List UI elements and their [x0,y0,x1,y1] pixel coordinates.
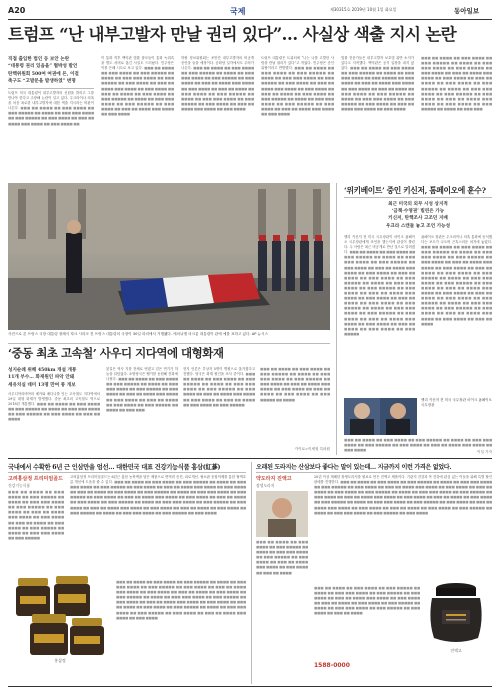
kissinger-photo [344,398,417,435]
story-rule [8,343,330,344]
ad2-farmer-photo [256,491,308,537]
kicker-line: 축구도 “고발문을 발생하였” 변명 [8,79,76,85]
saudi-headline: ‘중동 최초 고속철’ 사우디 지다역에 대형화재 [8,346,224,360]
paper-name: 동아일보 [454,7,480,15]
top-story-col-3: 하원 정보위원회는 조만간 내부고발자의 비공개 증언을 들을 예정이다. 공화당 일각에서도 우려가 나온다. ■■■ ■■ ■■■■ ■■ ■■■ ■■■■ ■■ ■■■ ■■■■■ ■■ ■■■■ ■■ ■■■ ■■■ ■■■■ ■■ ■■■ ■■■■■ ■■ ■■■ ■■■■ ■■ ■■■ ■■ ■■■■ ■■■ ■■■■ ■■ ■■■ ■■■■ ■■ ■■■ ■■ ■■■■ ■■ ■■■ ■■■■ ■■ ■■■ ■■■■■ ■■ ■■■■ ■■ ■■■ ■■■ ■■■■ ■■ ■■■ ■■■■■ ■■ ■■■ ■■■■ ■■ ■■■ ■■ ■■■■ ■■■ ■■■■ ■■ ■■■ ■■■■ [181,56,255,111]
jar-icon [430,583,481,642]
ad2-rule [256,472,492,473]
saudi-col3: 현지 언론은 부상자 5명이 병원으로 옮겨졌다고 전했다. 당국은 화재 원인을 조사 중이다. [183,367,255,377]
ad2-body: 20년 이상 재배한 장생도라지를 원료로 만든 진액고 제품이다. 기관지 건강과 목 건강에 관심 있는 이들을 위해 특별 할인 판매를 진행한다. ■■■ ■■ ■■■■ ■■ ■■■ ■■■■ ■■ ■■■ ■■■■■ ■■ ■■■■ ■■ ■■■ ■■■ ■■■■ ■■ ■■■ ■■■■■ ■■ ■■■ ■■■■ ■■ ■■■ ■■ ■■■■ ■■■ ■■■■ ■■ ■■■ ■■■■ ■■ ■■■ ■■ ■■■■ ■■ ■■■ ■■■■ ■■ ■■■ ■■■■■ ■■ ■■■■ ■■ ■■■ ■■■ ■■■■ ■■ ■■■ ■■■■■ ■■ ■■■ ■■■■ ■■ ■■■ ■■ ■■■■ ■■■ ■■■■ ■■ ■■■ ■■■■ ■■ ■■■ ■■ ■■■■ ■■ ■■■ ■■■■ ■■ ■■■ ■■■■■ ■■ ■■■■ ■■ ■■■ ■■■ ■■■■ ■■ ■■■ ■■■■■ ■■ ■■■ ■■■■ ■■ ■■■ ■■ ■■■■ ■■■ ■■■■ ■■ ■■■ ■■■■ ■■ ■■■ ■■ ■■■■ ■■ ■■■ ■■■■ ■■ ■■■ ■■■■■ ■■ ■■■■ ■■ ■■■ ■■■ ■■■■ ■■ ■■■ ■■■■■ ■■ ■■■ ■■■■ [314,475,493,515]
ad1-order-text: ■■■ ■■ ■■■■ ■■ ■■■ ■■■■ ■■ ■■■ ■■■■■ ■■ ■■■■ ■■ ■■■ ■■■ ■■■■ ■■ ■■■ ■■■■■ ■■ ■■■ ■■■■ ■■ ■■■ ■■ ■■■■ ■■■ ■■■■ ■■ ■■■ ■■■■ ■■ ■■■ ■■ ■■■■ ■■ ■■■ ■■■■ ■■ ■■■ ■■■■■ ■■ ■■■■ ■■ ■■■ ■■■ ■■■■ ■■ ■■■ ■■■■■ ■■ ■■■ ■■■■ ■■ ■■■ ■■ ■■■■ ■■■ ■■■■ ■■ ■■■ ■■■■ ■■ ■■■ ■■ ■■■■ ■■ ■■■ ■■■■ ■■ ■■■ ■■■■■ ■■ ■■■■ ■■ ■■■ ■■■ ■■■■ ■■ ■■■ ■■■■■ ■■ ■■■ ■■■■ ■■ ■■■ ■■ ■■■■ ■■■ ■■■■ ■■ ■■■ ■■■■ [116,580,246,620]
side-col-3: ■■■ ■■ ■■■■ ■■ ■■■ ■■■■ ■■ ■■■ ■■■■■ ■■ ■■■■ ■■ ■■■ ■■■ ■■■■ ■■ ■■■ ■■■■■ ■■ ■■■ ■■■■ ■■ ■■■ ■■ ■■■■ ■■■ ■■■■ ■■ ■■■ ■■■■ [344,438,492,453]
page-bottom-rule [8,686,492,687]
side-subhead [344,201,492,230]
side-divider [336,183,337,455]
side-byline: 이설 기자 [476,450,492,454]
top-story-col4: 트럼프 대통령은 트위터에 “나는 나를 고발한 사람을 만날 권리가 있다”고 적었다. 민주당은 증인 위협이라고 반발했다. [261,56,334,71]
ad2-headline: 오래된 도라지는 산삼보다 좋다는 말이 있는데… 지금까지 이런 가격은 없었다. [256,464,452,471]
ad2-product-image [424,580,488,646]
page-header [8,5,492,19]
subhead-line: 세유치실 데미 13명 만여 통 개보 [8,382,76,388]
kicker-line: 탄핵위원회 500여 여권에 돈, 이걸 [8,71,79,77]
section-label: 국제 [230,7,246,16]
top-story-col2: 이 통화 직후 백악관 법률 참모들이 통화 녹취록을 별도 서버로 옮긴 사실도 드러났다. 민주당은 이를 은폐 시도로 보고 있다. [101,56,174,71]
saudi-col2: 불길은 역사 지붕 전체로 번졌고 검은 연기가 하늘을 뒤덮었다. 소방당국은 헬기를 동원해 진화에 나섰다. [106,367,178,382]
top-story-body: 트럼프 미국 대통령이 내부고발자의 신원을 밝히고 그를 만나야 한다고 주장해 논란이 일고 있다. 우크라이나 의혹을 처음 폭로한 내부고발자에 대한 색출 지시라는 비판이 나온다. [8,91,94,111]
top-headline: 트럼프 “난 내부고발자 만날 권리 있다”… 사실상 색출 지시 논란 [8,25,457,44]
top-story-col3: 하원 정보위원회는 조만간 내부고발자의 비공개 증언을 들을 예정이다. 공화당 일각에서도 우려가 나온다. [181,56,254,71]
top-kicker [8,56,94,86]
issue-info: 제30315호 2019년 10월 1일 화요일 [330,7,397,12]
saudi-col-2: 불길은 역사 지붕 전체로 번졌고 검은 연기가 하늘을 뒤덮었다. 소방당국은 헬기를 동원해 진화에 나섰다. ■■■ ■■ ■■■■ ■■ ■■■ ■■■■ ■■ ■■■ ■■■■■ ■■ ■■■■ ■■ ■■■ ■■■ ■■■■ ■■ ■■■ ■■■■■ ■■ ■■■ ■■■■ ■■ ■■■ ■■ ■■■■ ■■■ ■■■■ ■■ ■■■ ■■■■ ■■ ■■■ ■■ ■■■■ ■■ ■■■ ■■■■ ■■ ■■■ ■■■■■ ■■ ■■■■ ■■ ■■■ ■■■ [106,367,179,412]
ad1-category: 건강기능식품 [8,483,31,488]
subhead-line: ‘금책·수영권’ 빌린은 가능 [391,209,445,215]
header-rule [8,19,492,20]
ad1-body: 고려홍삼정 프리미엄골드는 6년근 홍삼 농축액을 담은 제품으로 면역력 증진, 피로개선, 혈소판 응집억제를 통한 혈액흐름 개선에 도움을 줄 수 있다. ■■■ ■■ ■■■■ ■■ ■■■ ■■■■ ■■ ■■■ ■■■■■ ■■ ■■■■ ■■ ■■■ ■■■ ■■■■ ■■ ■■■ ■■■■■ ■■ ■■■ ■■■■ ■■ ■■■ ■■ ■■■■ ■■■ ■■■■ ■■ ■■■ ■■■■ ■■ ■■■ ■■ ■■■■ ■■ ■■■ ■■■■ ■■ ■■■ ■■■■■ ■■ ■■■■ ■■ ■■■ ■■■ ■■■■ ■■ ■■■ ■■■■■ ■■ ■■■ ■■■■ ■■ ■■■ ■■ ■■■■ ■■■ ■■■■ ■■ ■■■ ■■■■ ■■ ■■■ ■■ ■■■■ ■■ ■■■ ■■■■ ■■ ■■■ ■■■■■ ■■ ■■■■ ■■ ■■■ ■■■ ■■■■ ■■ ■■■ ■■■■■ ■■ ■■■ ■■■■ ■■ ■■■ ■■ ■■■■ ■■■ ■■■■ ■■ ■■■ ■■■■ ■■ ■■■ ■■ ■■■■ ■■ ■■■ ■■■■ ■■ ■■■ ■■■■■ ■■ ■■■■ ■■ ■■■ ■■■ ■■■■ ■■ ■■■ ■■■■■ ■■ ■■■ ■■■■ [70,475,246,515]
ad-top-rule [8,458,492,459]
top-story-col-1: 트럼프 미국 대통령이 내부고발자의 신원을 밝히고 그를 만나야 한다고 주장해 논란이 일고 있다. 우크라이나 의혹을 처음 폭로한 내부고발자에 대한 색출 지시라는 비판이 나온다. ■■■ ■■ ■■■■ ■■ ■■■ ■■■■ ■■ ■■■ ■■■■■ ■■ ■■■■ ■■ ■■■ ■■■ ■■■■ ■■ ■■■ ■■■■■ ■■ ■■■ ■■■■ ■■ ■■■ ■■ ■■■■ ■■■ ■■■■ ■■ ■■■ ■■■■ ■■ [8,91,95,126]
ad1-product-image [10,572,110,656]
subhead-line: 최근 미국의 외무 시성 상지적 [388,202,448,207]
ad1-body-text: 고려홍삼정 프리미엄골드는 6년근 홍삼 농축액을 담은 제품으로 면역력 증진, 피로개선, 혈소판 응집억제를 통한 혈액흐름 개선에 도움을 줄 수 있다. [70,475,246,485]
ad1-headline: 국내에서 수확한 6년 근 인삼만을 엄선… 대한민국 대표 건강기능식품 홍삼(紅蔘) [8,464,221,471]
ad-bellflower[interactable] [256,462,492,684]
top-story-col5: 법률 전문가들은 내부고발자 보호법 위반 소지가 있다고 지적했다. 백악관은 공식 입장을 내지 않았다. [341,56,414,71]
saudi-col-1: 사우디아라비아의 메카와 메디나를 잇는 고속철도 지다역에서 29일 대형 화재가 발생했다. 중동 최초의 고속철도 역으로 2018년 개통했다. ■■■ ■■ ■■■■ ■■ ■■■ ■■■■ ■■ ■■■ ■■■■■ ■■ ■■■■ ■■ ■■■ ■■■ ■■■■ ■■ ■■■ ■■■■■ ■■ ■■■ ■■■■ ■■ ■■■ ■■ ■■■■ [8,392,101,422]
funeral-photo [8,183,330,330]
top-story-col-5: 법률 전문가들은 내부고발자 보호법 위반 소지가 있다고 지적했다. 백악관은 공식 입장을 내지 않았다. ■■■ ■■ ■■■■ ■■ ■■■ ■■■■ ■■ ■■■ ■■■■■ ■■ ■■■■ ■■ ■■■ ■■■ ■■■■ ■■ ■■■ ■■■■■ ■■ ■■■ ■■■■ ■■ ■■■ ■■ ■■■■ ■■■ ■■■■ ■■ ■■■ ■■■■ ■■ ■■■ ■■ ■■■■ ■■ ■■■ ■■■■ ■■ ■■■ ■■■■■ ■■ ■■■■ ■■ ■■■ ■■■ ■■■■ ■■ ■■■ ■■■■■ ■■ ■■■ ■■■■ ■■ ■■■ ■■ ■■■■ ■■■ ■■■■ ■■ ■■■ ■■■■ [341,56,415,111]
side-title: ‘위키베이트’ 중인 키신저, 톰페이오에 훈수? [344,186,486,195]
ad2-category: 장생도라지 [256,483,275,488]
saudi-subhead [8,367,100,389]
ad2-body-text: 20년 이상 재배한 장생도라지를 원료로 만든 진액고 제품이다. 기관지 건강과 목 건강에 관심 있는 이들을 위해 특별 할인 판매를 진행한다. [314,475,492,485]
jar-icon [16,578,50,616]
ad-red-ginseng[interactable] [8,462,246,684]
ad2-product-label: 진액고 [450,648,462,653]
ad2-phone[interactable]: 1588-0000 [314,662,350,669]
kicker-line: “대통령 권리 있음을” 협박성 발언 [8,64,78,70]
subhead-line: 우크라 스캔들 놓고 조언 가능성 [385,223,451,229]
page-number: A20 [8,6,26,15]
subhead-line: 성지순례 위해 450km 개설 개통 [8,368,77,373]
side-col-1: 헨리 키신저 전 미국 국무장관이 마이크 폼페이오 국무장관에게 조언을 했는지에 관심이 쏠린다. 두 사람은 최근 비공개로 만난 것으로 알려졌다. ■■■ ■■ ■■■■ ■■ ■■■ ■■■■ ■■ ■■■ ■■■■■ ■■ ■■■■ ■■ ■■■ ■■■ ■■■■ ■■ ■■■ ■■■■■ ■■ ■■■ ■■■■ ■■ ■■■ ■■ ■■■■ ■■■ ■■■■ ■■ ■■■ ■■■■ ■■ ■■■ ■■ ■■■■ ■■ ■■■ ■■■■ ■■ ■■■ ■■■■■ ■■ ■■■■ ■■ ■■■ ■■■ ■■■■ ■■ ■■■ ■■■■■ ■■ ■■■ ■■■■ ■■ ■■■ ■■ ■■■■ ■■■ ■■■■ ■■ ■■■ ■■■■ ■■ ■■■ ■■ ■■■■ ■■ ■■■ ■■■■ ■■ ■■■ ■■■■■ ■■ ■■■■ ■■ ■■■ ■■■ ■■■■ ■■ ■■■ ■■■■■ ■■ ■■■ ■■■■ ■■ ■■■ ■■ ■■■■ ■■■ ■■■■ ■■ ■■■ ■■■■ ■■ ■■■ ■■ ■■■■ ■■ ■■■ ■■■■ ■■ ■■■ ■■■■■ [344,235,416,336]
subhead-line: 키신저, 탄핵조사 고조던 지배 [388,216,448,222]
top-story-col-4: 트럼프 대통령은 트위터에 “나는 나를 고발한 사람을 만날 권리가 있다”고 적었다. 민주당은 증인 위협이라고 반발했다. ■■■ ■■ ■■■■ ■■ ■■■ ■■■■ ■■ ■■■ ■■■■■ ■■ ■■■■ ■■ ■■■ ■■■ ■■■■ ■■ ■■■ ■■■■■ ■■ ■■■ ■■■■ ■■ ■■■ ■■ ■■■■ ■■■ ■■■■ ■■ ■■■ ■■■■ ■■ ■■■ ■■ ■■■■ ■■ ■■■ ■■■■ ■■ ■■■ ■■■■■ ■■ ■■■■ ■■ ■■■ ■■■ ■■■■ ■■ ■■■ ■■■■■ ■■ ■■■ ■■■■ ■■ ■■■ ■■ ■■■■ ■■■ ■■■■ ■■ ■■■ ■■■■ [261,56,334,117]
ad2-order-text: ■■■ ■■ ■■■■ ■■ ■■■ ■■■■ ■■ ■■■ ■■■■■ ■■ ■■■■ ■■ ■■■ ■■■ ■■■■ ■■ ■■■ ■■■■■ ■■ ■■■ ■■■■ ■■ ■■■ ■■ ■■■■ ■■■ ■■■■ ■■ ■■■ ■■■■ ■■ ■■■ ■■ ■■■■ ■■ ■■■ ■■■■ ■■ ■■■ ■■■■■ ■■ ■■■■ ■■ ■■■ ■■■ ■■■■ ■■ ■■■ ■■■■■ ■■ ■■■ ■■■■ ■■ ■■■ ■■ ■■■■ [314,586,420,616]
side-body: 헨리 키신저 전 미국 국무장관이 마이크 폼페이오 국무장관에게 조언을 했는지에 관심이 쏠린다. 두 사람은 최근 비공개로 만난 것으로 알려졌다. [344,235,415,255]
side-col-2: 폼페이오 장관은 우크라이나 의혹 통화에 동석했다는 보도가 나오며 곤혹스러운 처지에 놓였다. ■■■ ■■ ■■■■ ■■ ■■■ ■■■■ ■■ ■■■ ■■■■■ ■■ ■■■■ ■■ ■■■ ■■■ ■■■■ ■■ ■■■ ■■■■■ ■■ ■■■ ■■■■ ■■ ■■■ ■■ ■■■■ ■■■ ■■■■ ■■ ■■■ ■■■■ ■■ ■■■ ■■ ■■■■ ■■ ■■■ ■■■■ ■■ ■■■ ■■■■■ ■■ ■■■■ ■■ ■■■ ■■■ ■■■■ ■■ ■■■ ■■■■■ ■■ ■■■ ■■■■ ■■ ■■■ ■■ ■■■■ ■■■ ■■■■ ■■ ■■■ ■■■■ ■■ ■■■ ■■ ■■■■ ■■ ■■■ ■■■■ ■■ ■■■ ■■■■■ ■■ ■■■■ ■■ ■■■ ■■■ ■■■■ ■■ ■■■ ■■■■■ ■■ ■■■ ■■■■ ■■ ■■■ ■■ ■■■■ ■■■ ■■■■ ■■ ■■■ ■■■■ ■■ ■■■ ■■ ■■■■ [421,235,492,326]
saudi-byline: 카이로=이세형 특파원 [294,447,330,451]
ad2-left-text: ■■■ ■■ ■■■■ ■■ ■■■ ■■■■ ■■ ■■■ ■■■■■ ■■ ■■■■ ■■ ■■■ ■■■ ■■■■ ■■ ■■■ ■■■■■ ■■ ■■■ ■■■■ ■■ ■■■ ■■ ■■■■ ■■■ ■■■■ ■■ ■■■ ■■■■ ■■ ■■■ ■■ ■■■■ [256,540,308,575]
funeral-photo-caption: 사진으로 본 프랑스 국장 대통령 장례식 쟈크 시라크 전 프랑스 대통령의 국장이 30일 파리에서 거행됐다. 에마뉘엘 마크롱 대통령이 관에 예를 표하고 있다. AP 뉴시스 [8,332,268,336]
subhead-line: 11개 부수… 화재원인 파악 안돼 [8,375,75,381]
ad-divider [251,462,252,684]
saudi-col-3: 현지 언론은 부상자 5명이 병원으로 옮겨졌다고 전했다. 당국은 화재 원인을 조사 중이다. ■■■ ■■ ■■■■ ■■ ■■■ ■■■■ ■■ ■■■ ■■■■■ ■■ ■■■■ ■■ ■■■ ■■■ ■■■■ ■■ ■■■ ■■■■■ ■■ ■■■ ■■■■ ■■ ■■■ ■■ ■■■■ ■■■ ■■■■ ■■ ■■■ ■■■■ ■■ ■■■ ■■ ■■■■ ■■ ■■■ ■■■■ ■■ ■■■ ■■■■■ [183,367,255,407]
top-story-col-6: ■■■ ■■ ■■■■ ■■ ■■■ ■■■■ ■■ ■■■ ■■■■■ ■■ ■■■■ ■■ ■■■ ■■■ ■■■■ ■■ ■■■ ■■■■■ ■■ ■■■ ■■■■ ■■ ■■■ ■■ ■■■■ ■■■ ■■■■ ■■ ■■■ ■■■■ ■■ ■■■ ■■ ■■■■ ■■ ■■■ ■■■■ ■■ ■■■ ■■■■■ ■■ ■■■■ ■■ ■■■ ■■■ ■■■■ ■■ ■■■ ■■■■■ ■■ ■■■ ■■■■ ■■ ■■■ ■■ ■■■■ ■■■ ■■■■ ■■ ■■■ ■■■■ ■■ ■■■ ■■■■■ ■■ ■■■■ ■■ ■■■ ■■■ [421,56,492,111]
saudi-col-4: ■■■ ■■ ■■■■ ■■ ■■■ ■■■■ ■■ ■■■ ■■■■■ ■■ ■■■■ ■■ ■■■ ■■■ ■■■■ ■■ ■■■ ■■■■■ ■■ ■■■ ■■■■ ■■ ■■■ ■■ ■■■■ ■■■ ■■■■ ■■ ■■■ ■■■■ ■■ ■■■ ■■ ■■■■ ■■ ■■■ ■■■■ ■■ ■■■ ■■■■■ ■■ ■■■■ [260,367,330,402]
side-col2: 폼페이오 장관은 우크라이나 의혹 통화에 동석했다는 보도가 나오며 곤혹스러운 처지에 놓였다. [421,235,492,245]
ad1-brand: 고려홍삼정 프리미엄골드 [8,476,63,482]
kicker-rule [8,88,94,89]
ad1-left-text: ■■■ ■■ ■■■■ ■■ ■■■ ■■■■ ■■ ■■■ ■■■■■ ■■ ■■■■ ■■ ■■■ ■■■ ■■■■ ■■ ■■■ ■■■■■ ■■ ■■■ ■■■■ ■■ ■■■ ■■ ■■■■ ■■■ ■■■■ ■■ ■■■ ■■■■ ■■ ■■■ ■■ ■■■■ ■■ ■■■ ■■■■ ■■ ■■■ ■■■■■ ■■ ■■■■ ■■ ■■■ ■■■ ■■■■ ■■ ■■■ ■■■■■ [8,490,64,540]
kissinger-caption: 헨리 키신저 전 미국 국무장관 마이크 폼페이오 국무장관 [421,398,492,407]
saudi-body: 사우디아라비아의 메카와 메디나를 잇는 고속철도 지다역에서 29일 대형 화재가 발생했다. 중동 최초의 고속철도 역으로 2018년 개통했다. [8,392,100,407]
ad2-brand: 약도라지 진액고 [256,476,292,482]
ad1-rule [8,472,246,473]
top-story-col-2: 이 통화 직후 백악관 법률 참모들이 통화 녹취록을 별도 서버로 옮긴 사실도 드러났다. 민주당은 이를 은폐 시도로 보고 있다. ■■■ ■■ ■■■■ ■■ ■■■ ■■■■ ■■ ■■■ ■■■■■ ■■ ■■■■ ■■ ■■■ ■■■ ■■■■ ■■ ■■■ ■■■■■ ■■ ■■■ ■■■■ ■■ ■■■ ■■ ■■■■ ■■■ ■■■■ ■■ ■■■ ■■■■ ■■ ■■■ ■■ ■■■■ ■■ ■■■ ■■■■ ■■ ■■■ ■■■■■ ■■ ■■■■ ■■ ■■■ ■■■ ■■■■ ■■ ■■■ ■■■■■ ■■ ■■■ ■■■■ ■■ ■■■ ■■ ■■■■ ■■■ ■■■■ ■■ ■■■ ■■■■ [101,56,175,117]
kicker-line: 직접 출입한 법인 등 보안 논란 [8,57,70,62]
side-title-rule [344,197,492,198]
ad1-product-label: 홍삼정 [54,658,66,663]
